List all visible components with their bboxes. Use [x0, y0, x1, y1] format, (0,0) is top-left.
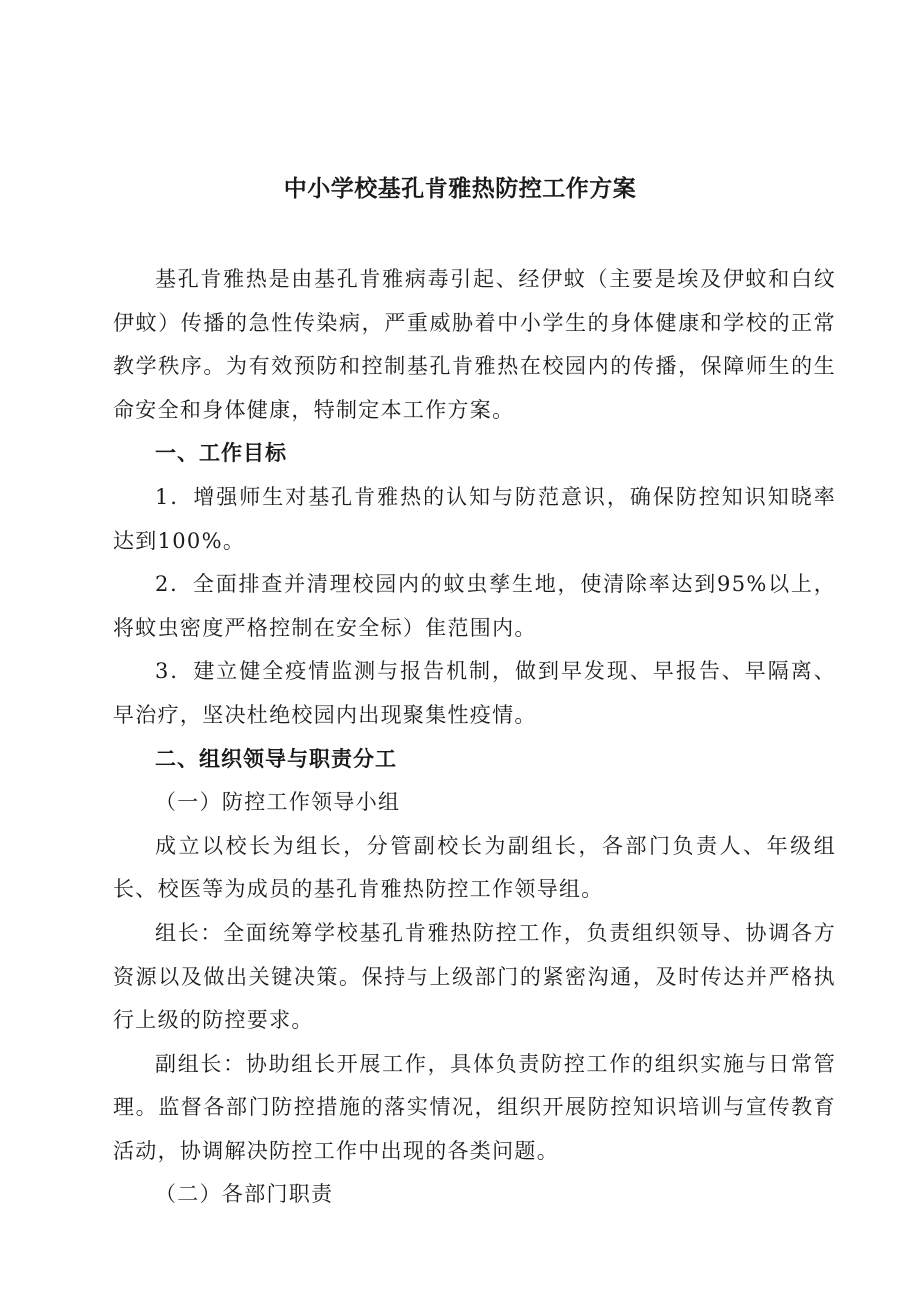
goal-item-2: 2．全面排查并清理校园内的蚊虫孳生地，使清除率达到95%以上，将蚊虫密度严格控制在安全标）隹范围内。: [113, 572, 836, 640]
leadership-paragraph: 成立以校长为组长，分管副校长为副组长，各部门负责人、年级组长、校医等为成员的基孔肯雅热防控工作领导组。: [113, 833, 836, 902]
section-heading-organization: 二、组织领导与职责分工: [155, 746, 397, 771]
subheading-leadership-group: （一）防控工作领导小组: [155, 790, 401, 815]
leader-duty-paragraph: 组长：全面统筹学校基孔肯雅热防控工作，负责组织领导、协调各方资源以及做出关键决策。保持与上级部门的紧密沟通，及时传达并严格执行上级的防控要求。: [113, 920, 836, 1033]
section-heading-goals: 一、工作目标: [155, 441, 287, 466]
document-title: 中小学校基孔肯雅热防控工作方案: [283, 176, 637, 202]
goal-item-1: 1．增强师生对基孔肯雅热的认知与防范意识，确保防控知识知晓率达到100%。: [113, 484, 836, 553]
document-body: [113, 258, 836, 1217]
intro-paragraph: 基孔肯雅热是由基孔肯雅病毒引起、经伊蚊（主要是埃及伊蚊和白纹伊蚊）传播的急性传染病，严重威胁着中小学生的身体健康和学校的正常教学秩序。为有效预防和控制基孔肯雅热在校园内的传播，保障师生的生命安全和身体健康，特制定本工作方案。: [113, 267, 836, 422]
deputy-leader-duty-paragraph: 副组长：协助组长开展工作，具体负责防控工作的组织实施与日常管理。监督各部门防控措施的落实情况，组织开展防控知识培训与宣传教育活动，协调解决防控工作中出现的各类问题。: [113, 1051, 836, 1163]
goal-item-3: 3．建立健全疫情监测与报告机制，做到早发现、早报告、早隔离、早治疗，坚决杜绝校园内出现聚集性疫情。: [113, 659, 836, 727]
subheading-department-duties: （二）各部门职责: [155, 1182, 334, 1207]
